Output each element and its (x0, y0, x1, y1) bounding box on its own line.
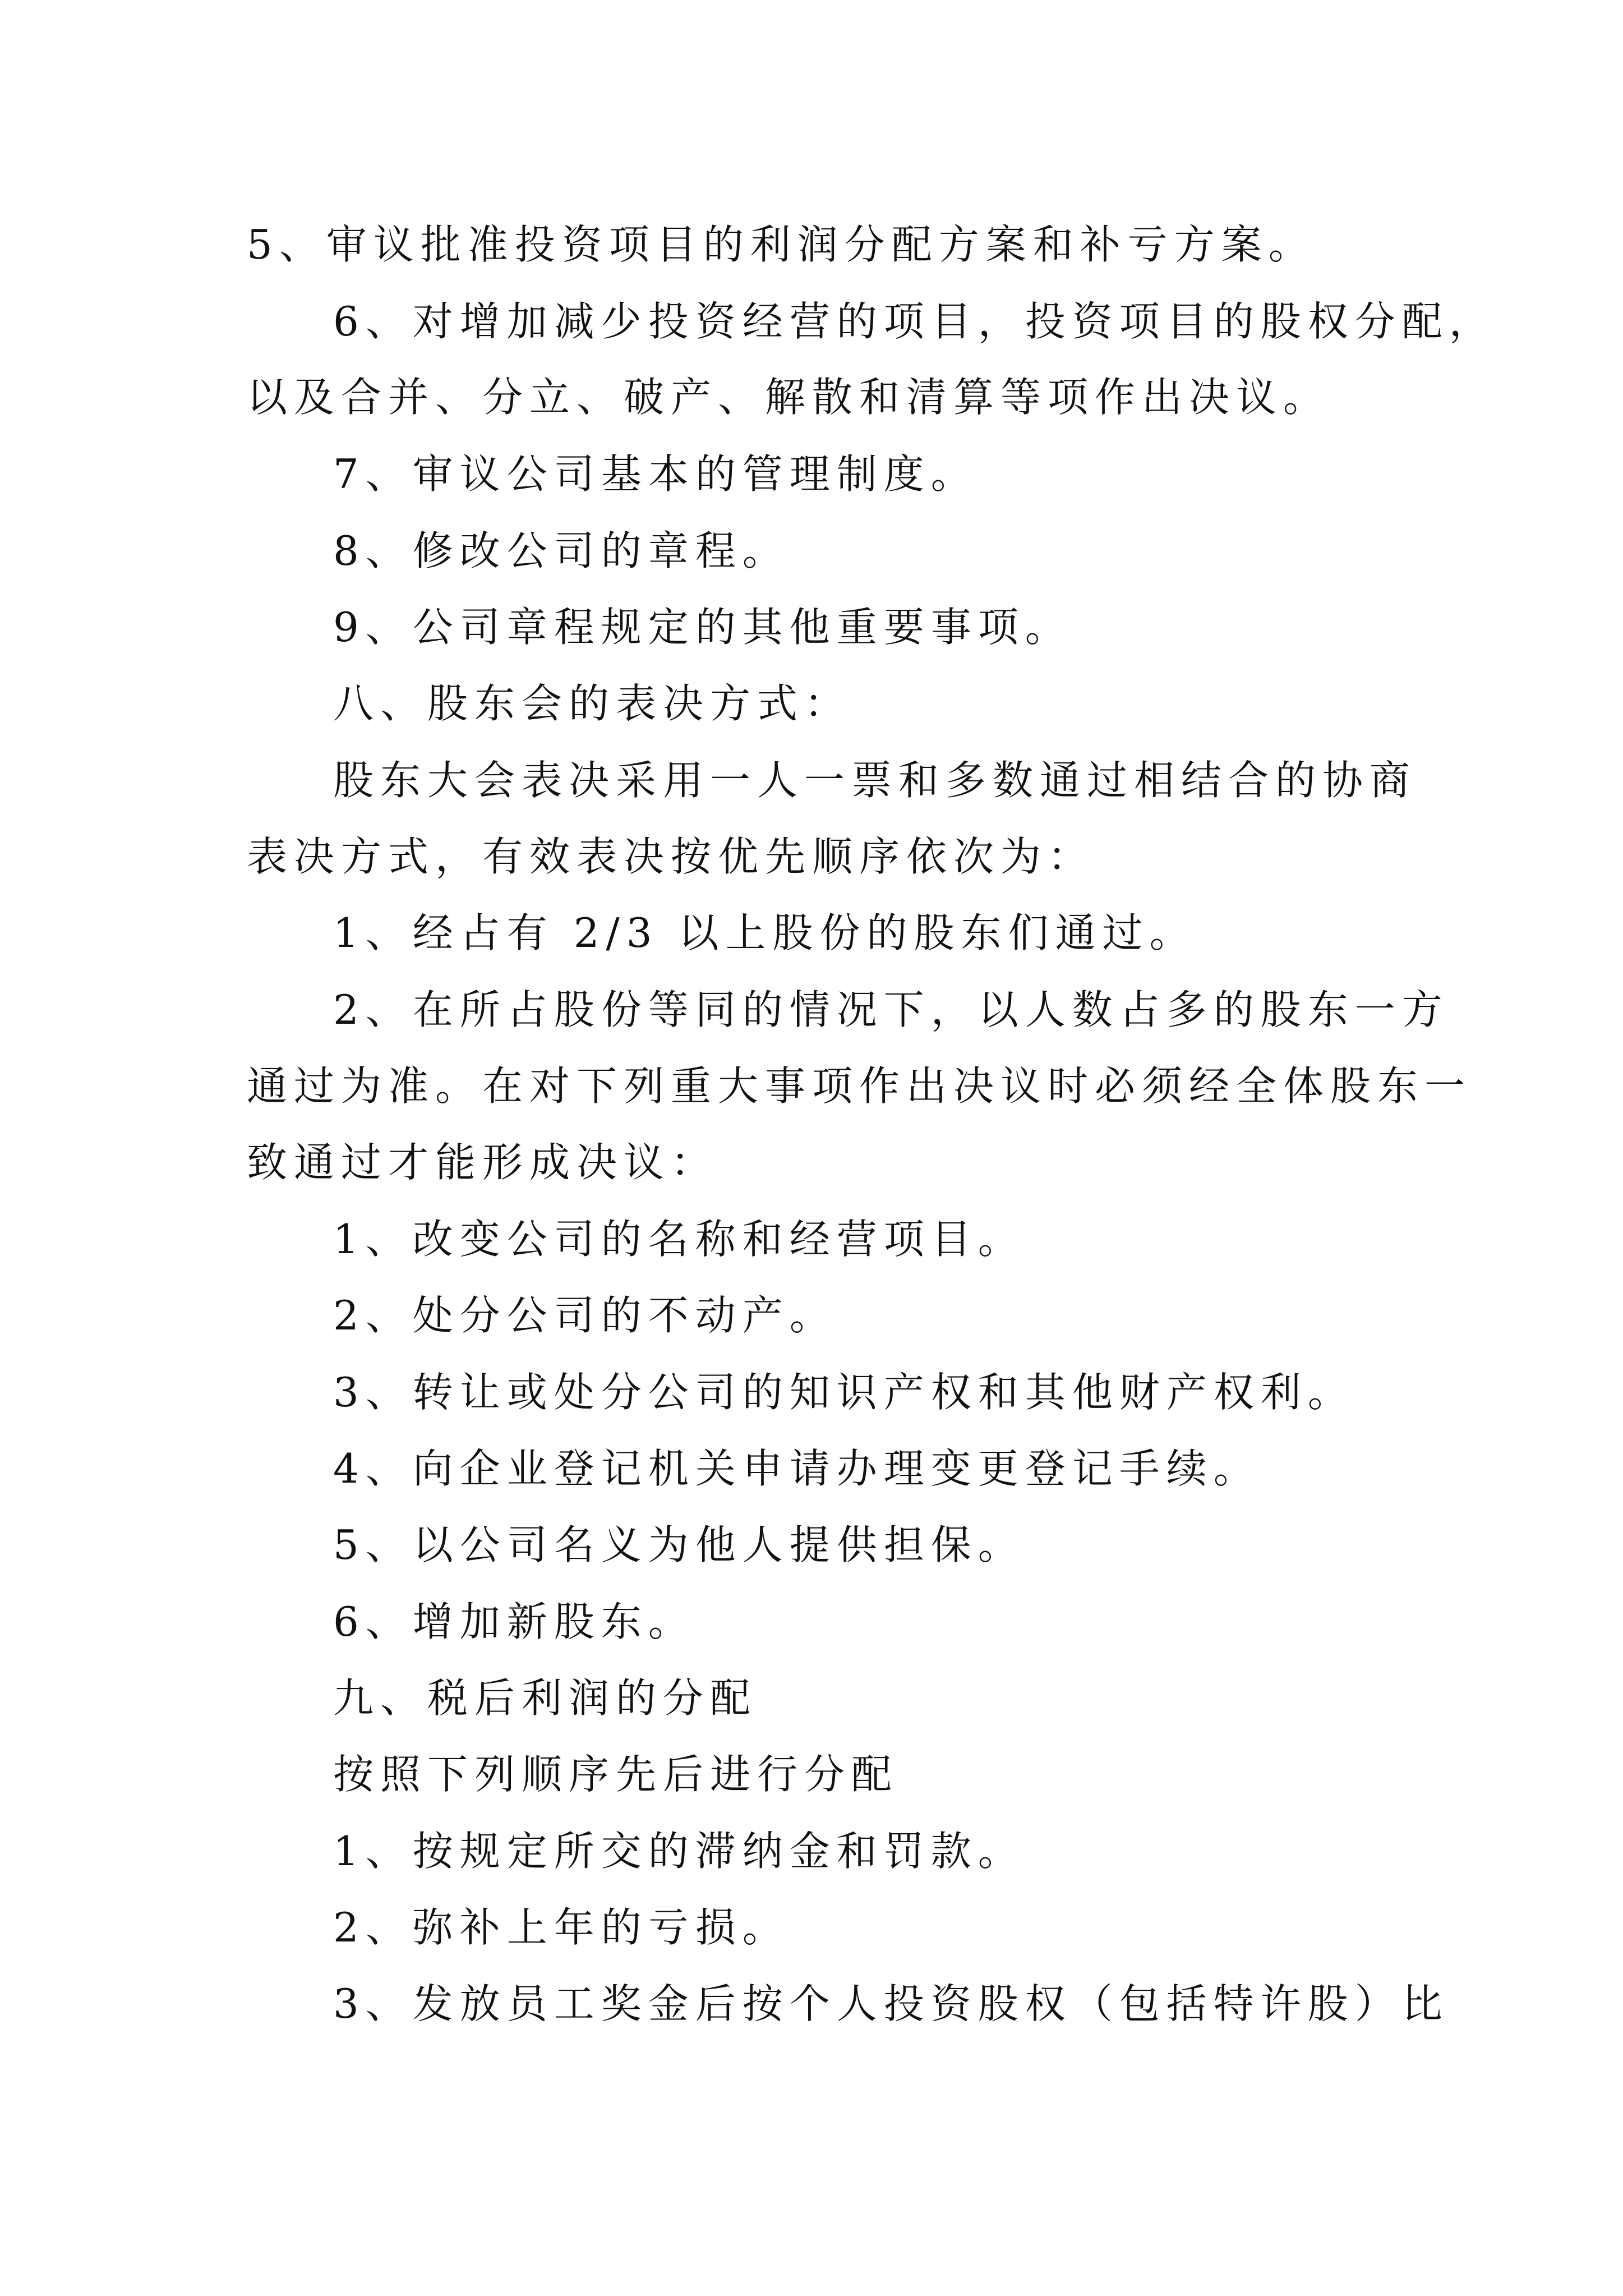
text-line: 1、改变公司的名称和经营项目。 (333, 1216, 1025, 1263)
text-line: 1、经占有 2/3 以上股份的股东们通过。 (333, 909, 1197, 956)
text-line: 4、向企业登记机关申请办理变更登记手续。 (333, 1445, 1261, 1492)
text-line: 通过为准。在对下列重大事项作出决议时必须经全体股东一 (247, 1062, 1472, 1110)
section-heading: 八、股东会的表决方式： (333, 680, 852, 727)
text-line: 8、修改公司的章程。 (333, 527, 790, 574)
text-line: 5、审议批准投资项目的利润分配方案和补亏方案。 (247, 221, 1316, 268)
text-line: 3、转让或处分公司的知识产权和其他财产权利。 (333, 1369, 1355, 1416)
text-line: 5、以公司名义为他人提供担保。 (333, 1521, 1025, 1568)
text-line: 表决方式，有效表决按优先顺序依次为： (247, 833, 1095, 880)
text-line: 致通过才能形成决议： (247, 1139, 718, 1186)
text-line: 7、审议公司基本的管理制度。 (333, 450, 978, 498)
text-line: 以及合并、分立、破产、解散和清算等项作出决议。 (247, 374, 1331, 421)
text-line: 2、弥补上年的亏损。 (333, 1904, 790, 1951)
text-line: 2、处分公司的不动产。 (333, 1292, 837, 1339)
text-line: 1、按规定所交的滞纳金和罚款。 (333, 1828, 1025, 1875)
text-line: 6、对增加减少投资经营的项目，投资项目的股权分配， (333, 298, 1496, 345)
text-line: 9、公司章程规定的其他重要事项。 (333, 604, 1072, 651)
section-heading: 九、税后利润的分配 (333, 1674, 758, 1722)
text-line: 6、增加新股东。 (333, 1598, 695, 1645)
text-line: 2、在所占股份等同的情况下，以人数占多的股东一方 (333, 986, 1449, 1033)
text-line: 按照下列顺序先后进行分配 (333, 1751, 899, 1798)
text-line: 股东大会表决采用一人一票和多数通过相结合的协商 (333, 757, 1417, 804)
text-line: 3、发放员工奖金后按个人投资股权（包括特许股）比 (333, 1980, 1449, 2027)
